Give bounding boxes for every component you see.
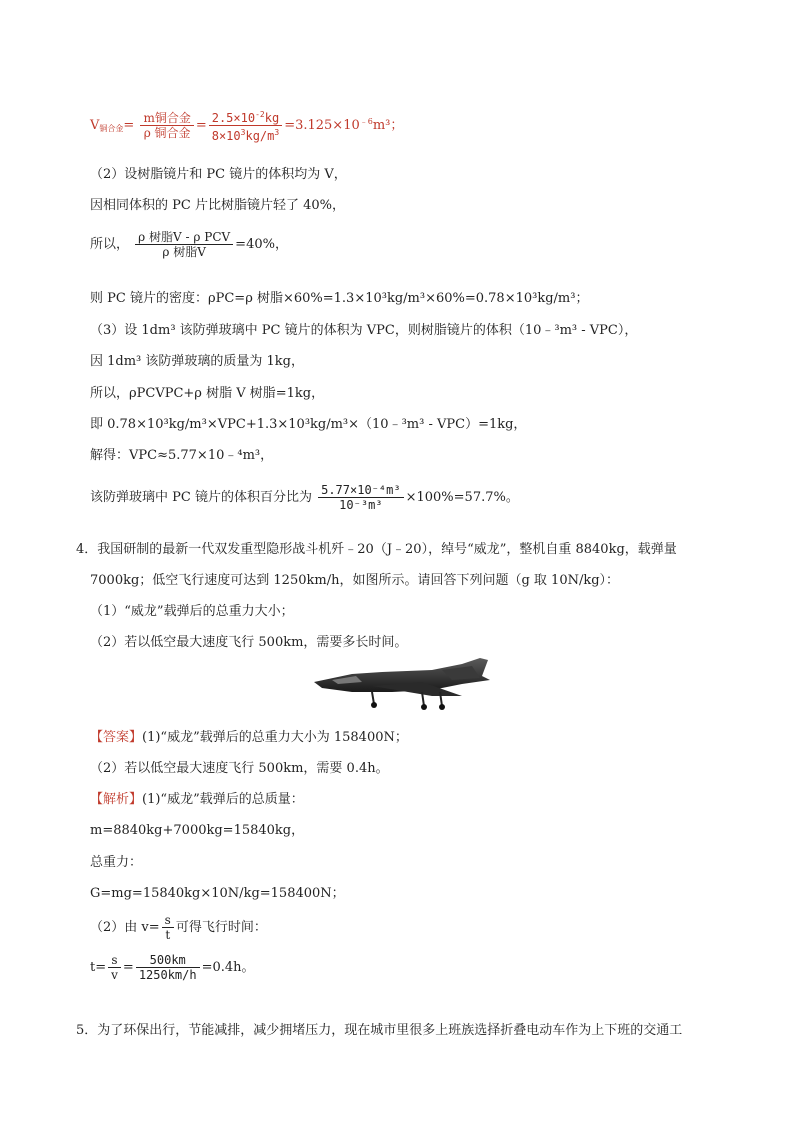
fraction-numerator: m铜合金 <box>143 111 191 125</box>
text-line: （3）设 1dm³ 该防弹玻璃中 PC 镜片的体积为 VPC，则树脂镜片的体积（10﹣³m³ - VPC）， <box>90 323 638 338</box>
fraction-ratio <box>135 230 233 259</box>
answer-text: (1)“威龙”载弹后的总重力大小为 158400N； <box>142 730 408 745</box>
fraction-denominator: t <box>162 927 174 942</box>
fraction-denominator: ρ 铜合金 <box>140 125 193 140</box>
analysis-line-6 <box>90 953 255 982</box>
fraction-numerator <box>209 108 282 125</box>
analysis-text: (1)“威龙”载弹后的总质量： <box>142 792 304 807</box>
question-4-line-1: 4．我国研制的最新一代双发重型隐形战斗机歼﹣20（J﹣20），绰号“威龙”，整机自重 8840kg，载弹量 <box>76 542 677 557</box>
fraction-mass-over-density <box>140 111 193 140</box>
suffix-text: 可得飞行时间： <box>175 919 267 935</box>
fraction-numerator: s <box>164 913 171 927</box>
equals-sign: = <box>123 118 135 133</box>
text-line: 所以，ρPCVPC+ρ 树脂 V 树脂=1kg， <box>90 386 325 401</box>
analysis-line-3: 总重力： <box>90 855 143 870</box>
analysis-tag: 【解析】 <box>90 792 143 807</box>
result-unit: m³； <box>372 118 404 133</box>
equals-sign: = <box>122 959 134 975</box>
fraction-s-over-v <box>108 953 121 982</box>
suffix-text: ×100%=57.7%。 <box>405 489 519 505</box>
prefix-text: 该防弹玻璃中 PC 镜片的体积百分比为 <box>90 489 312 505</box>
text-line: 则 PC 镜片的密度：ρPC=ρ 树脂×60%=1.3×10³kg/m³×60%=0.78×10³kg/m³； <box>90 291 589 306</box>
answer-line-2: （2）若以低空最大速度飞行 500km，需要 0.4h。 <box>90 761 389 776</box>
fraction-numerator: s <box>111 953 118 967</box>
text-line: 即 0.78×10³kg/m³×VPC+1.3×10³kg/m³×（10﹣³m³ - VPC）=1kg， <box>90 417 527 432</box>
answer-line-1 <box>90 729 408 747</box>
text-line: 因相同体积的 PC 片比树脂镜片轻了 40%， <box>90 198 345 213</box>
question-5-line-1: 5．为了环保出行，节能减排，减少拥堵压力，现在城市里很多上班族选择折叠电动车作为上下班的交通工 <box>76 1023 683 1038</box>
question-4-part-1: （1）“威龙”载弹后的总重力大小； <box>90 604 294 619</box>
suffix-text: =0.4h。 <box>201 959 255 975</box>
prefix-text: t= <box>90 959 107 975</box>
den-exponent: 3 <box>240 128 246 137</box>
fraction-volume-ratio <box>318 483 403 512</box>
analysis-line-2: m=8840kg+7000kg=15840kg， <box>90 823 305 838</box>
fraction-s-over-t <box>162 913 174 942</box>
den-unit-exponent: 3 <box>274 128 280 137</box>
num-exponent: -2 <box>255 110 265 119</box>
question-4-part-2: （2）若以低空最大速度飞行 500km，需要多长时间。 <box>90 635 408 650</box>
analysis-line-4: G=mg=15840kg×10N/kg=158400N； <box>90 886 345 901</box>
formula-ratio-line <box>90 230 288 259</box>
fraction-numerator: 5.77×10⁻⁴m³ <box>321 483 401 497</box>
formula-percentage-line <box>90 483 519 512</box>
fraction-numerator: ρ 树脂V - ρ PCV <box>138 230 231 244</box>
suffix-text: =40%， <box>235 236 288 252</box>
fraction-denominator: 10⁻³m³ <box>318 497 403 512</box>
fraction-values <box>209 108 282 143</box>
analysis-line-5 <box>90 913 267 942</box>
result-value: =3.125×10 <box>284 118 360 133</box>
symbol-v: V <box>90 118 100 133</box>
text-line: （2）设树脂镜片和 PC 镜片的体积均为 V， <box>90 167 347 182</box>
fraction-numerator: 500km <box>149 953 186 967</box>
fighter-jet-icon <box>312 656 494 712</box>
prefix-text: （2）由 v= <box>90 919 160 935</box>
answer-tag: 【答案】 <box>90 730 143 745</box>
result-exponent: ﹣6 <box>359 117 373 126</box>
fraction-denominator: ρ 树脂V <box>135 244 233 259</box>
fraction-denominator: v <box>108 967 121 982</box>
text-line: 因 1dm³ 该防弹玻璃的质量为 1kg， <box>90 354 304 369</box>
text-line: 解得：VPC≈5.77×10﹣⁴m³， <box>90 448 274 463</box>
den-value: 8×10 <box>211 129 241 143</box>
prefix-text: 所以， <box>90 236 130 252</box>
den-unit: kg/m <box>245 129 275 143</box>
fraction-denominator: 1250km/h <box>136 967 200 982</box>
analysis-line-1 <box>90 791 304 809</box>
formula-v-copper-alloy: $V_{铜合金}=$ $\frac{\text{m铜合金}}{\text{ρ 铜合金}}$ = $\frac{2.5\times 10^{-2}kg}{8\times 10^3kg/m^3}$ $=3.125\times 10^{﹣6}m^3$； <box>90 110 404 143</box>
subscript-copper-alloy: 铜合金 <box>99 124 124 133</box>
num-value: 2.5×10 <box>211 111 256 125</box>
num-unit: kg <box>264 111 280 125</box>
question-4-line-2: 7000kg；低空飞行速度可达到 1250km/h，如图所示。请回答下列问题（g 取 10N/kg）： <box>90 573 620 588</box>
fraction-denominator <box>209 125 282 143</box>
fraction-distance-over-speed <box>136 953 200 982</box>
